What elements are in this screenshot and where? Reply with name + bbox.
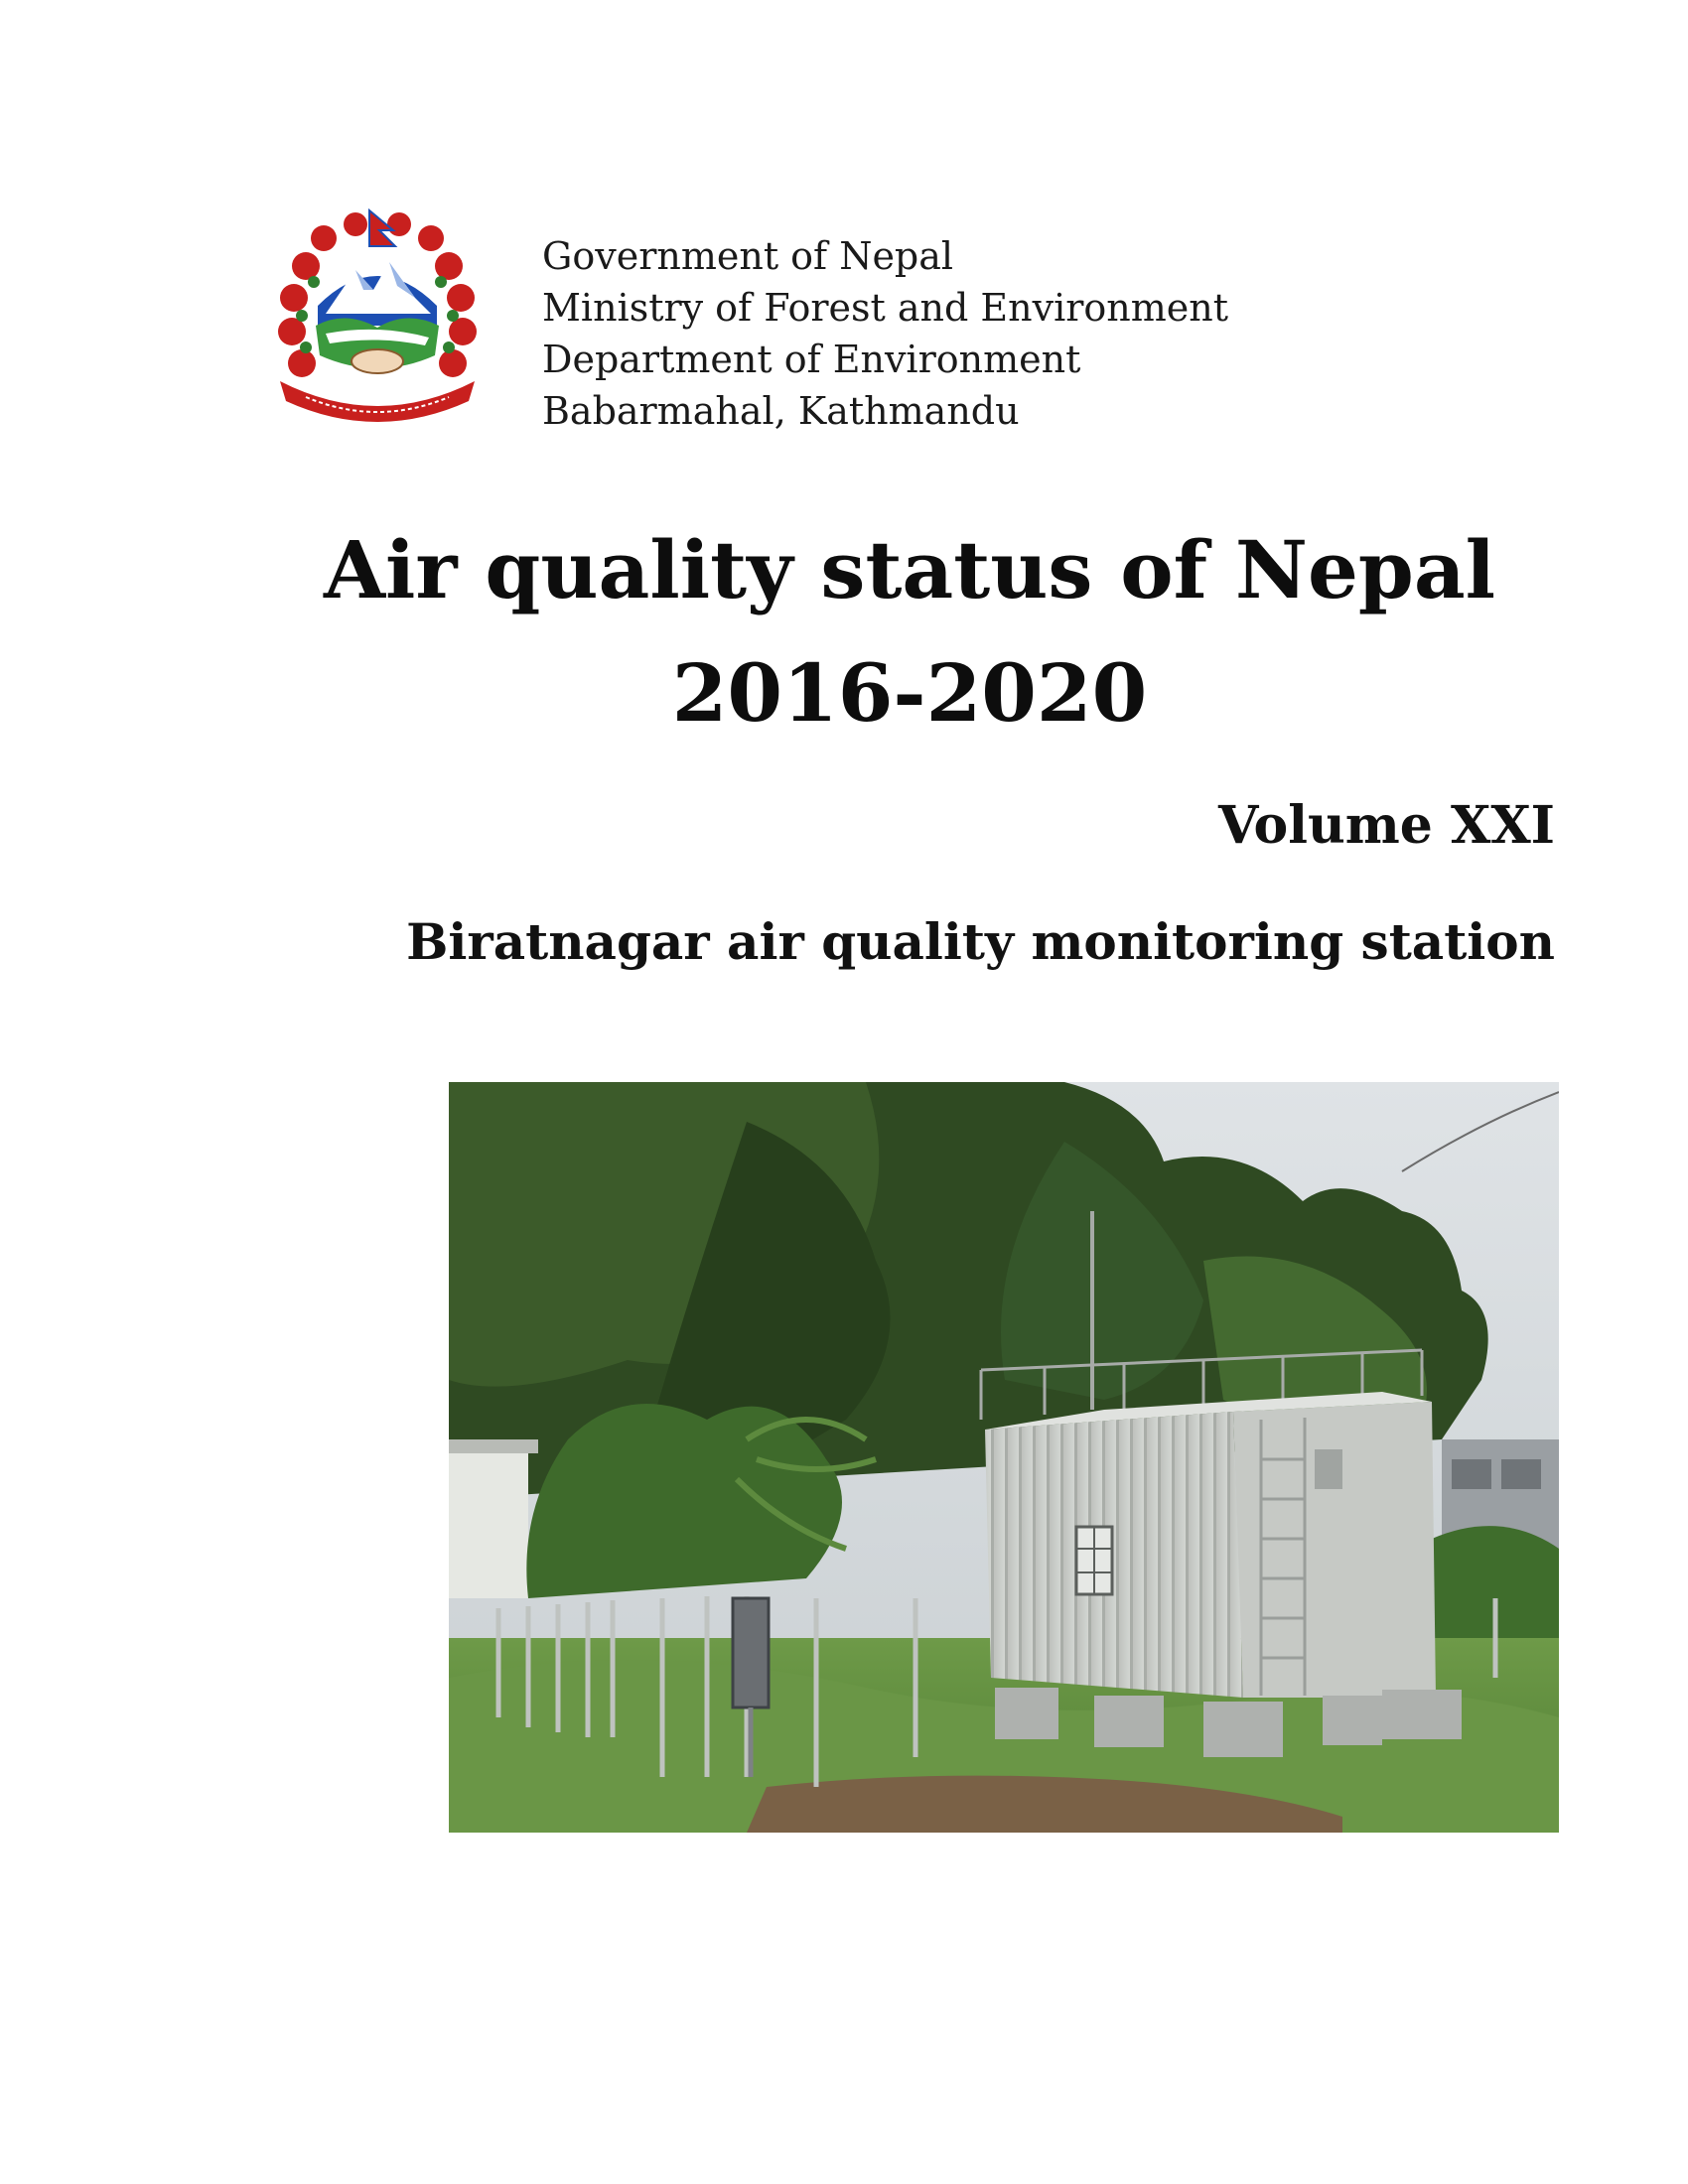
org-line-address: Babarmahal, Kathmandu (542, 389, 1020, 433)
nepal-government-emblem-icon (266, 206, 489, 429)
document-title (0, 508, 1688, 754)
org-line-government: Government of Nepal (542, 234, 954, 278)
org-line-department: Department of Environment (542, 338, 1081, 381)
station-title: Biratnagar air quality monitoring station (406, 912, 1555, 971)
volume-label: Volume XXI (1217, 795, 1555, 856)
title-line-main: Air quality status of Nepal (323, 523, 1496, 616)
organization-header (542, 230, 1228, 437)
monitoring-station-photo (449, 1082, 1559, 1833)
org-line-ministry: Ministry of Forest and Environment (542, 286, 1229, 330)
title-line-years: 2016-2020 (671, 646, 1148, 740)
